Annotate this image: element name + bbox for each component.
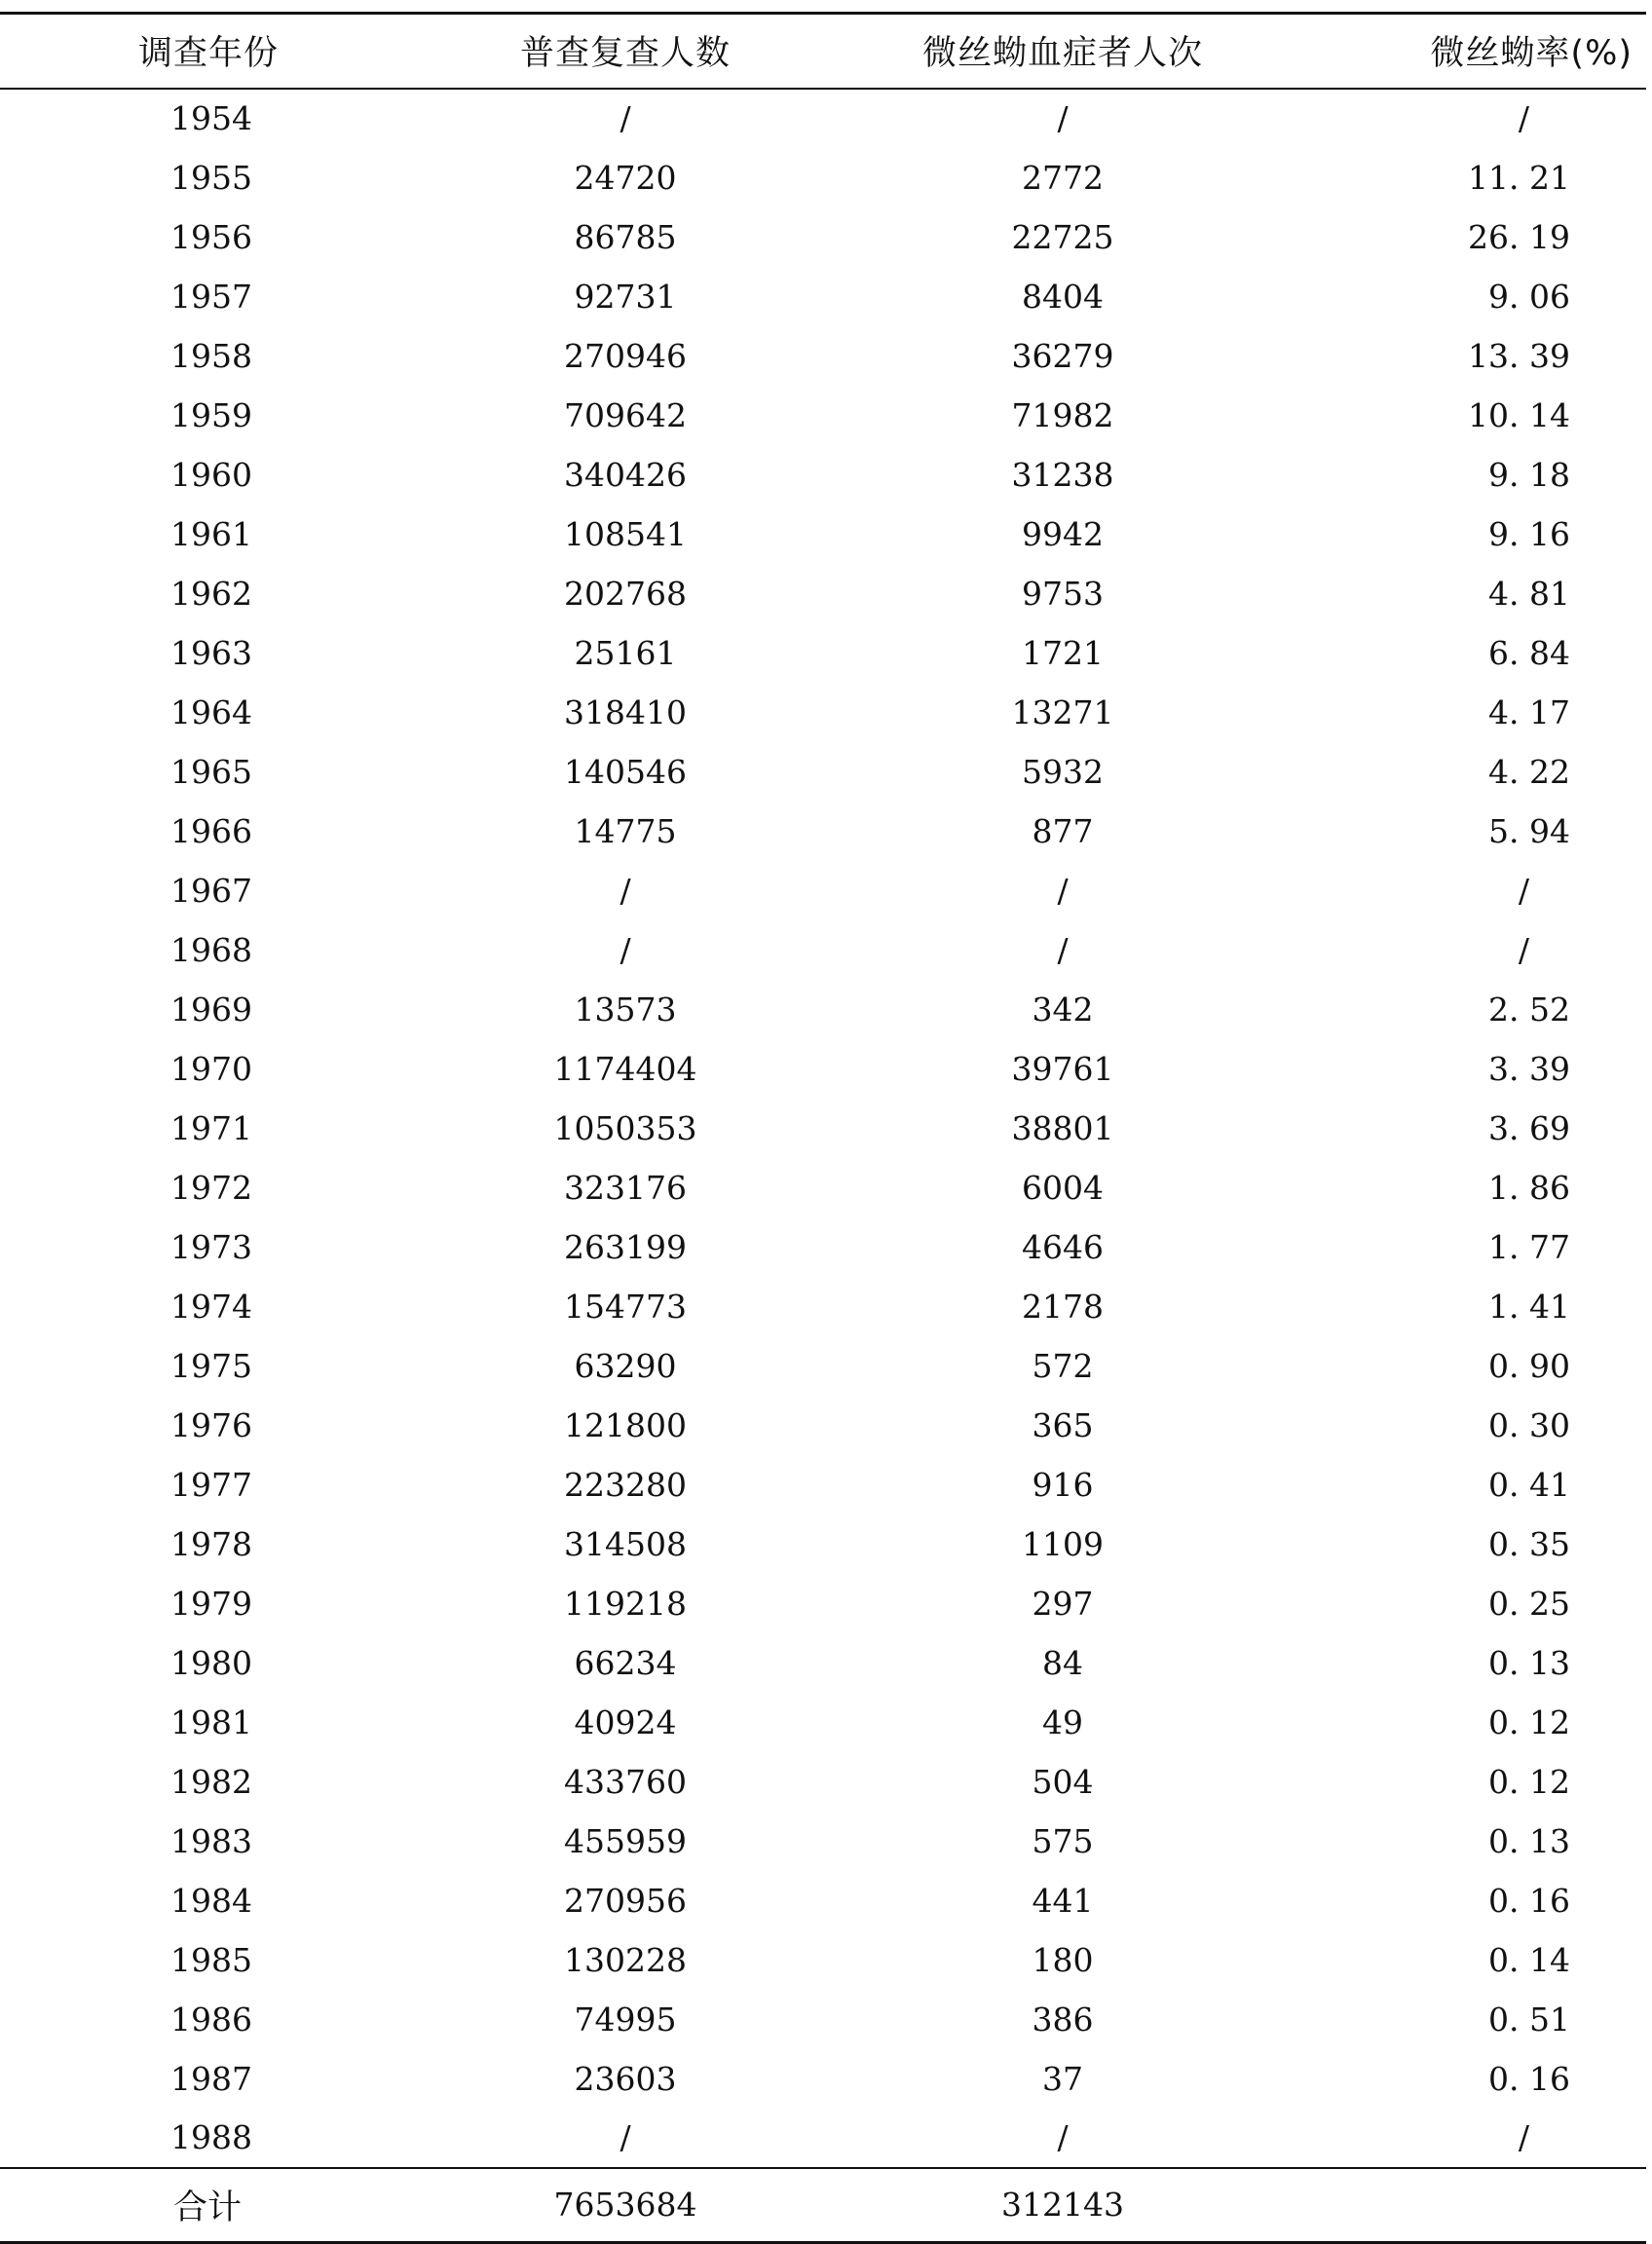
cell-year: 1978 [170, 1524, 252, 1563]
table-row [0, 1217, 1646, 1277]
cell-year: 1957 [170, 277, 252, 316]
cell-cases: 36279 [1011, 336, 1114, 375]
cell-rate: 0. 13 [1488, 1821, 1570, 1860]
table-row [0, 445, 1646, 505]
cell-cases: 37 [1042, 2059, 1083, 2098]
table-row [0, 326, 1646, 386]
cell-year: 1963 [170, 633, 252, 672]
cell-year: 1961 [170, 514, 252, 553]
cell-cases: 31238 [1011, 455, 1114, 494]
cell-surveyed: 318410 [564, 692, 687, 731]
cell-surveyed: 92731 [574, 277, 677, 316]
cell-surveyed: 1174404 [553, 1049, 697, 1088]
cell-rate: 0. 35 [1488, 1524, 1570, 1563]
cell-rate: 9. 06 [1488, 277, 1570, 316]
cell-year: 1966 [170, 811, 252, 850]
cell-surveyed: 23603 [574, 2059, 677, 2098]
total-rate [1292, 2168, 1646, 2243]
cell-rate: 1. 77 [1488, 1227, 1570, 1266]
cell-rate: 0. 16 [1488, 1881, 1570, 1920]
table-row [0, 623, 1646, 683]
cell-rate: 0. 16 [1488, 2059, 1570, 2098]
cell-rate: 13. 39 [1468, 336, 1570, 375]
cell-cases: 9753 [1022, 574, 1104, 613]
cell-surveyed: 24720 [574, 158, 677, 197]
table-row [0, 2049, 1646, 2109]
cell-surveyed: / [620, 99, 631, 137]
filariasis-survey-table [0, 12, 1646, 2244]
cell-cases: 9942 [1022, 514, 1104, 553]
table-row [0, 1574, 1646, 1633]
cell-surveyed: 86785 [574, 217, 677, 256]
cell-cases: 13271 [1011, 692, 1114, 731]
cell-year: 1983 [170, 1821, 252, 1860]
table-row [0, 1812, 1646, 1871]
cell-surveyed: 121800 [564, 1405, 687, 1444]
header-row [0, 14, 1646, 89]
table-row [0, 1396, 1646, 1455]
cell-cases: / [1057, 930, 1069, 969]
cell-rate: 11. 21 [1468, 158, 1570, 197]
cell-surveyed: 223280 [564, 1465, 687, 1504]
table-row [0, 386, 1646, 445]
cell-rate: 1. 86 [1488, 1168, 1570, 1207]
header-microfilaremia-cases: 微丝蚴血症者人次 [834, 14, 1292, 89]
cell-rate: 4. 17 [1488, 692, 1570, 731]
header-survey-year: 调查年份 [0, 14, 417, 89]
table-row [0, 564, 1646, 623]
cell-cases: 877 [1032, 811, 1094, 850]
cell-surveyed: 455959 [564, 1821, 687, 1860]
cell-cases: 386 [1032, 2000, 1094, 2038]
cell-cases: 5932 [1022, 752, 1104, 791]
cell-cases: 1109 [1022, 1524, 1104, 1563]
cell-year: 1962 [170, 574, 252, 613]
total-label: 合计 [0, 2168, 417, 2243]
table-row [0, 1871, 1646, 1930]
cell-rate: 6. 84 [1488, 633, 1570, 672]
table-row [0, 148, 1646, 207]
cell-surveyed: 130228 [564, 1940, 687, 1979]
total-cases: 312143 [834, 2168, 1292, 2243]
cell-surveyed: / [620, 871, 631, 910]
cell-surveyed: 340426 [564, 455, 687, 494]
cell-cases: 4646 [1022, 1227, 1104, 1266]
cell-year: 1973 [170, 1227, 252, 1266]
cell-surveyed: 119218 [564, 1584, 687, 1623]
cell-surveyed: 108541 [564, 514, 687, 553]
cell-surveyed: 323176 [564, 1168, 687, 1207]
cell-rate: / [1518, 2118, 1529, 2156]
cell-cases: 572 [1032, 1346, 1094, 1385]
cell-rate: 0. 90 [1488, 1346, 1570, 1385]
cell-surveyed: 13573 [574, 990, 677, 1028]
cell-year: 1982 [170, 1762, 252, 1801]
cell-rate: 5. 94 [1488, 811, 1570, 850]
cell-surveyed: 270956 [564, 1881, 687, 1920]
cell-year: 1954 [170, 99, 252, 137]
cell-year: 1974 [170, 1287, 252, 1326]
cell-cases: 22725 [1011, 217, 1114, 256]
table-row [0, 267, 1646, 326]
cell-cases: 2772 [1022, 158, 1104, 197]
cell-surveyed: 63290 [574, 1346, 677, 1385]
cell-rate: 0. 51 [1488, 2000, 1570, 2038]
cell-cases: 575 [1032, 1821, 1094, 1860]
cell-cases: 71982 [1011, 395, 1114, 434]
cell-surveyed: 202768 [564, 574, 687, 613]
cell-rate: 10. 14 [1468, 395, 1570, 434]
cell-year: 1985 [170, 1940, 252, 1979]
cell-year: 1980 [170, 1643, 252, 1682]
cell-rate: 0. 14 [1488, 1940, 1570, 1979]
cell-surveyed: 25161 [574, 633, 677, 672]
cell-surveyed: 66234 [574, 1643, 677, 1682]
cell-rate: 4. 22 [1488, 752, 1570, 791]
cell-cases: / [1057, 2118, 1069, 2156]
cell-rate: 0. 12 [1488, 1762, 1570, 1801]
cell-cases: 8404 [1022, 277, 1104, 316]
cell-rate: 3. 39 [1488, 1049, 1570, 1088]
table-row [0, 1455, 1646, 1515]
table-row [0, 920, 1646, 980]
cell-cases: 441 [1032, 1881, 1094, 1920]
cell-cases: / [1057, 871, 1069, 910]
table-footer [0, 2168, 1646, 2243]
total-row [0, 2168, 1646, 2243]
table-header [0, 14, 1646, 89]
cell-cases: 49 [1042, 1702, 1083, 1741]
cell-rate: 9. 18 [1488, 455, 1570, 494]
table-row [0, 1990, 1646, 2049]
cell-year: 1986 [170, 2000, 252, 2038]
cell-surveyed: / [620, 930, 631, 969]
table-row [0, 802, 1646, 861]
cell-year: 1956 [170, 217, 252, 256]
cell-year: 1988 [170, 2118, 252, 2156]
table-row [0, 1752, 1646, 1812]
total-surveyed: 7653684 [417, 2168, 834, 2243]
cell-rate: 2. 52 [1488, 990, 1570, 1028]
cell-year: 1977 [170, 1465, 252, 1504]
cell-rate: / [1518, 99, 1529, 137]
table-row [0, 1158, 1646, 1217]
cell-year: 1971 [170, 1108, 252, 1147]
cell-cases: 38801 [1011, 1108, 1114, 1147]
cell-rate: 0. 13 [1488, 1643, 1570, 1682]
cell-year: 1960 [170, 455, 252, 494]
cell-cases: 504 [1032, 1762, 1094, 1801]
cell-surveyed: 74995 [574, 2000, 677, 2038]
cell-cases: 297 [1032, 1584, 1094, 1623]
cell-surveyed: 1050353 [553, 1108, 697, 1147]
cell-rate: 0. 41 [1488, 1465, 1570, 1504]
table-row [0, 207, 1646, 267]
cell-rate: 1. 41 [1488, 1287, 1570, 1326]
table-row [0, 1515, 1646, 1574]
cell-surveyed: 14775 [574, 811, 677, 850]
table-row [0, 1277, 1646, 1336]
table-row [0, 1039, 1646, 1099]
table-row [0, 505, 1646, 564]
cell-year: 1976 [170, 1405, 252, 1444]
cell-cases: 916 [1032, 1465, 1094, 1504]
cell-year: 1965 [170, 752, 252, 791]
cell-surveyed: 154773 [564, 1287, 687, 1326]
table-row [0, 1336, 1646, 1396]
cell-year: 1955 [170, 158, 252, 197]
cell-cases: 39761 [1011, 1049, 1114, 1088]
cell-year: 1970 [170, 1049, 252, 1088]
cell-year: 1972 [170, 1168, 252, 1207]
cell-cases: 2178 [1022, 1287, 1104, 1326]
header-surveyed-count: 普查复查人数 [417, 14, 834, 89]
cell-cases: 84 [1042, 1643, 1083, 1682]
cell-year: 1987 [170, 2059, 252, 2098]
cell-year: 1975 [170, 1346, 252, 1385]
cell-surveyed: 140546 [564, 752, 687, 791]
cell-cases: 1721 [1022, 633, 1104, 672]
cell-cases: 180 [1032, 1940, 1094, 1979]
table-row [0, 1099, 1646, 1158]
cell-cases: 365 [1032, 1405, 1094, 1444]
cell-cases: 342 [1032, 990, 1094, 1028]
cell-year: 1979 [170, 1584, 252, 1623]
cell-rate: 9. 16 [1488, 514, 1570, 553]
table-row [0, 89, 1646, 148]
cell-year: 1967 [170, 871, 252, 910]
table-row [0, 1930, 1646, 1990]
table-row [0, 683, 1646, 742]
cell-rate: / [1518, 871, 1529, 910]
cell-rate: 26. 19 [1468, 217, 1570, 256]
cell-surveyed: / [620, 2118, 631, 2156]
cell-surveyed: 270946 [564, 336, 687, 375]
cell-year: 1984 [170, 1881, 252, 1920]
cell-rate: / [1518, 930, 1529, 969]
table-body [0, 89, 1646, 2168]
table-row [0, 1693, 1646, 1752]
cell-surveyed: 40924 [574, 1702, 677, 1741]
cell-year: 1968 [170, 930, 252, 969]
cell-rate: 0. 25 [1488, 1584, 1570, 1623]
cell-year: 1981 [170, 1702, 252, 1741]
table-row [0, 2109, 1646, 2168]
table-row [0, 742, 1646, 802]
cell-rate: 0. 12 [1488, 1702, 1570, 1741]
cell-year: 1964 [170, 692, 252, 731]
table-row [0, 1633, 1646, 1693]
cell-year: 1958 [170, 336, 252, 375]
cell-rate: 0. 30 [1488, 1405, 1570, 1444]
cell-year: 1969 [170, 990, 252, 1028]
cell-surveyed: 709642 [564, 395, 687, 434]
cell-year: 1959 [170, 395, 252, 434]
cell-surveyed: 314508 [564, 1524, 687, 1563]
cell-cases: 6004 [1022, 1168, 1104, 1207]
cell-rate: 3. 69 [1488, 1108, 1570, 1147]
cell-cases: / [1057, 99, 1069, 137]
header-microfilaria-rate: 微丝蚴率(%) [1292, 14, 1646, 89]
cell-surveyed: 263199 [564, 1227, 687, 1266]
cell-rate: 4. 81 [1488, 574, 1570, 613]
cell-surveyed: 433760 [564, 1762, 687, 1801]
table-row [0, 861, 1646, 920]
table-row [0, 980, 1646, 1039]
